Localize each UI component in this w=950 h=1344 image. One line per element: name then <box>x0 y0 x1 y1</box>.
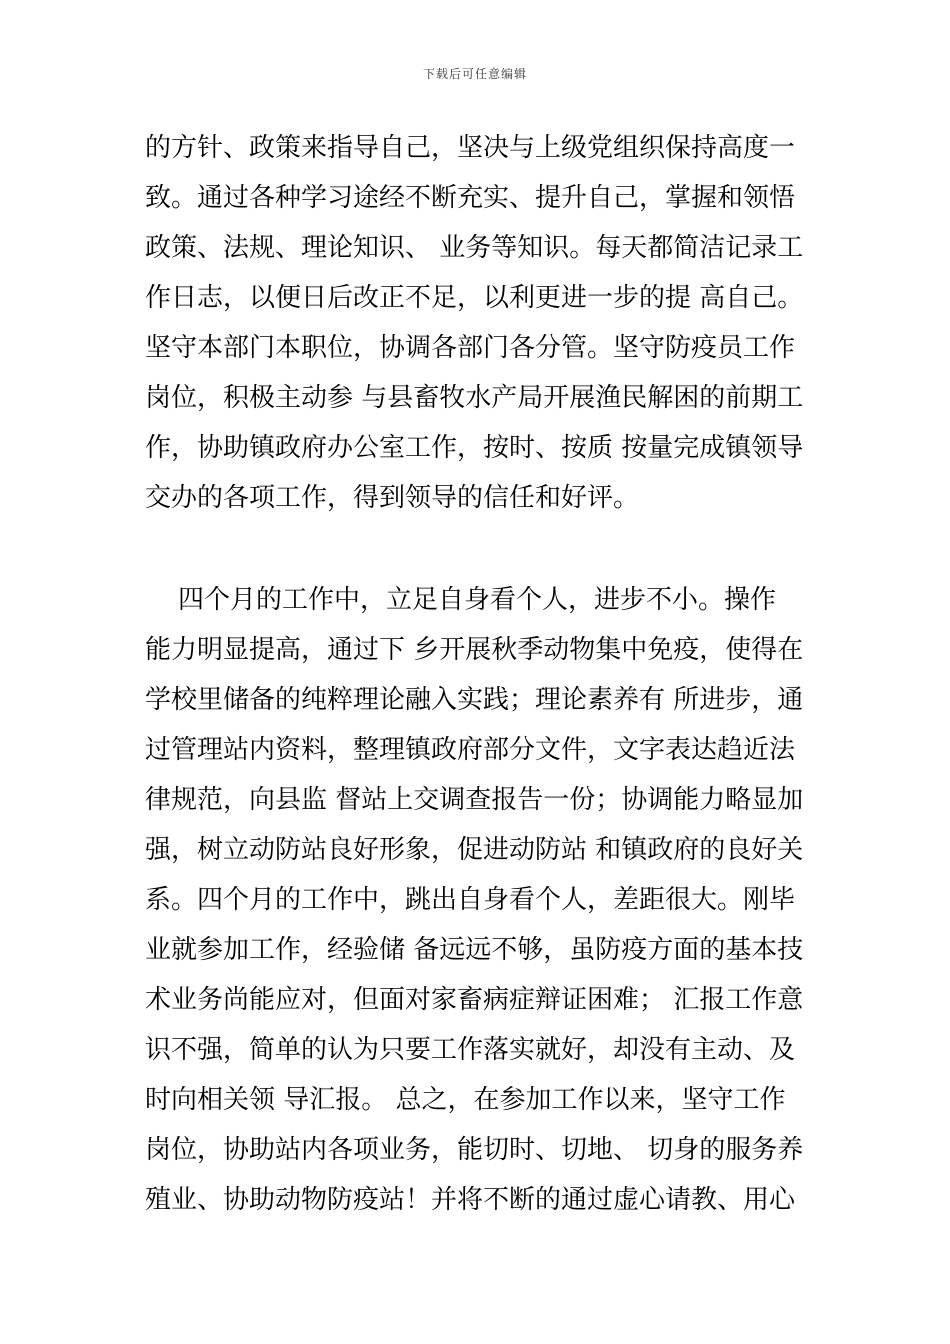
text-line: 作日志，以便日后改正不足，以利更进一步的提 高自己。 <box>145 283 804 313</box>
text-line: 岗位，积极主动参 与县畜牧水产局开展渔民解困的前期工 <box>145 383 804 413</box>
text-line: 能力明显提高，通过下 乡开展秋季动物集中免疫，使得在 <box>145 635 804 665</box>
paragraph-1 <box>145 123 810 523</box>
text-line: 岗位，协助站内各项业务，能切时、切地、 切身的服务养 <box>145 1135 804 1165</box>
text-line: 强，树立动防站良好形象，促进动防站 和镇政府的良好关 <box>145 835 804 865</box>
page-header: 下载后可任意编辑 <box>422 67 527 81</box>
text-line: 律规范，向县监 督站上交调查报告一份；协调能力略显加 <box>145 785 804 815</box>
text-line: 识不强，简单的认为只要工作落实就好，却没有主动、及 <box>145 1035 796 1065</box>
paragraph-2 <box>145 575 810 1225</box>
text-line: 交办的各项工作，得到领导的信任和好评。 <box>145 483 640 513</box>
text-line: 学校里储备的纯粹理论融入实践；理论素养有 所进步，通 <box>145 685 804 715</box>
text-line: 致。通过各种学习途经不断充实、提升自己，掌握和领悟 <box>145 183 796 213</box>
text-line: 过管理站内资料，整理镇政府部分文件，文字表达趋近法 <box>145 735 796 765</box>
text-line: 四个月的工作中，立足自身看个人，进步不小。操作 <box>145 585 777 615</box>
text-line: 政策、法规、理论知识、 业务等知识。每天都简洁记录工 <box>145 233 804 263</box>
text-line: 的方针、政策来指导自己，坚决与上级党组织保持高度一 <box>145 133 796 163</box>
text-line: 殖业、协助动物防疫站！并将不断的通过虚心请教、用心 <box>145 1185 796 1215</box>
text-line: 业就参加工作，经验储 备远远不够，虽防疫方面的基本技 <box>145 935 804 965</box>
text-line: 术业务尚能应对，但面对家畜病症辩证困难； 汇报工作意 <box>145 985 804 1015</box>
text-line: 坚守本部门本职位，协调各部门各分管。坚守防疫员工作 <box>145 333 796 363</box>
paragraph-gap <box>145 523 810 575</box>
text-line: 系。四个月的工作中，跳出自身看个人，差距很大。刚毕 <box>145 885 796 915</box>
text-line: 作，协助镇政府办公室工作，按时、按质 按量完成镇领导 <box>145 433 804 463</box>
text-line: 时向相关领 导汇报。 总之，在参加工作以来，坚守工作 <box>145 1085 786 1115</box>
document-body <box>145 123 810 1225</box>
